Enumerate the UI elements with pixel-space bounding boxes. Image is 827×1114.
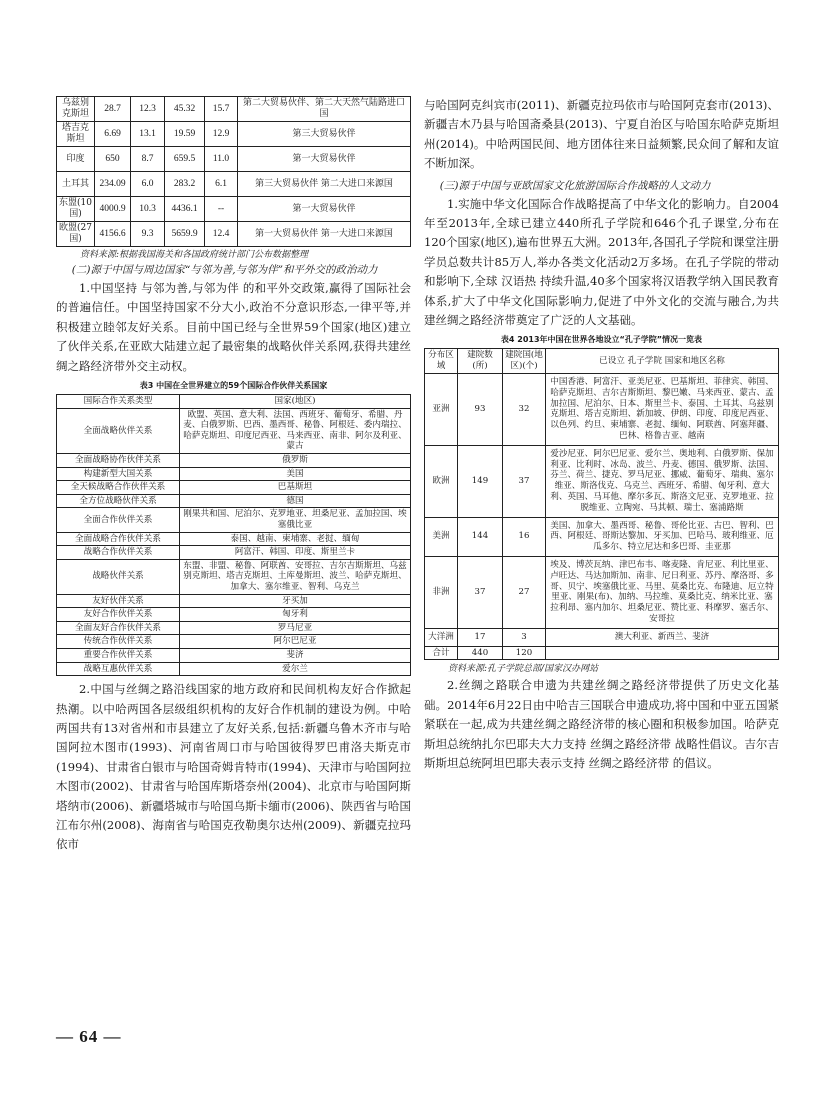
relation-type-cell: 全面合作伙伴关系 bbox=[57, 508, 180, 532]
table-row bbox=[57, 532, 411, 546]
countries-cell: 阿尔巴尼亚 bbox=[180, 635, 411, 649]
trade-table bbox=[56, 96, 411, 247]
value-cell: 659.5 bbox=[165, 147, 205, 172]
right-column bbox=[424, 96, 779, 773]
value-cell: 6.69 bbox=[95, 122, 131, 147]
empty-cell bbox=[546, 646, 779, 660]
value-cell: 15.7 bbox=[205, 97, 238, 122]
confucius-table bbox=[424, 348, 779, 660]
status-cell: 第二大贸易伙伴、第二大天然气陆路进口国 bbox=[238, 97, 411, 122]
schools-cell: 93 bbox=[458, 374, 503, 446]
table4-caption: 表4 2013年中国在世界各地设立“孔子学院”情况一览表 bbox=[500, 335, 703, 345]
partnership-table bbox=[56, 394, 411, 676]
country-cell: 印度 bbox=[57, 147, 95, 172]
value-cell: 12.4 bbox=[205, 222, 238, 247]
countries-cell: 泰国、越南、柬埔寨、老挝、缅甸 bbox=[180, 532, 411, 546]
schools-cell: 144 bbox=[458, 517, 503, 556]
total-schools: 440 bbox=[458, 646, 503, 660]
value-cell: -- bbox=[205, 197, 238, 222]
relation-type-cell: 全面战略合作伙伴关系 bbox=[57, 532, 180, 546]
table-row bbox=[425, 374, 779, 446]
value-cell: 234.09 bbox=[95, 172, 131, 197]
table-header: 已设立 孔子学院 国家和地区名称 bbox=[546, 349, 779, 374]
value-cell: 6.1 bbox=[205, 172, 238, 197]
relation-type-cell: 全天候战略合作伙伴关系 bbox=[57, 481, 180, 495]
value-cell: 13.1 bbox=[131, 122, 165, 147]
value-cell: 4436.1 bbox=[165, 197, 205, 222]
value-cell: 6.0 bbox=[131, 172, 165, 197]
page-number: — 64 — bbox=[56, 1027, 122, 1046]
table-row bbox=[57, 621, 411, 635]
value-cell: 11.0 bbox=[205, 147, 238, 172]
countries-cell: 斐济 bbox=[180, 648, 411, 662]
section-heading-2: (二)源于中国与周边国家“与邻为善,与邻为伴”和平外交的政治动力 bbox=[71, 264, 378, 276]
value-cell: 19.59 bbox=[165, 122, 205, 147]
paragraph: 与哈国阿克纠宾市(2011)、新疆克拉玛依市与哈国阿克套市(2013)、新疆吉木乃县与哈国斋桑县(2013)、宁夏自治区与哈国东哈萨克斯坦州(2014)。中哈两国民间、地方团体往来日益频繁,民众间了解和友谊不断加深。 bbox=[424, 98, 779, 171]
table-header: 国家(地区) bbox=[180, 395, 411, 409]
status-cell: 第三大贸易伙伴 第二大进口来源国 bbox=[238, 172, 411, 197]
table-row bbox=[57, 454, 411, 468]
region-cell: 亚洲 bbox=[425, 374, 458, 446]
value-cell: 8.7 bbox=[131, 147, 165, 172]
status-cell: 第一大贸易伙伴 第一大进口来源国 bbox=[238, 222, 411, 247]
relation-type-cell: 友好伙伴关系 bbox=[57, 594, 180, 608]
value-cell: 4000.9 bbox=[95, 197, 131, 222]
table-row bbox=[57, 494, 411, 508]
value-cell: 9.3 bbox=[131, 222, 165, 247]
relation-type-cell: 全面战略伙伴关系 bbox=[57, 408, 180, 453]
table-header: 建院数(所) bbox=[458, 349, 503, 374]
country-cell: 塔吉克斯坦 bbox=[57, 122, 95, 147]
table3-caption: 表3 中国在全世界建立的59个国际合作伙伴关系国家 bbox=[139, 381, 328, 391]
table-row bbox=[57, 662, 411, 676]
table-row bbox=[57, 648, 411, 662]
schools-cell: 149 bbox=[458, 445, 503, 517]
table-header: 分布区域 bbox=[425, 349, 458, 374]
paragraph: 1.实施中华文化国际合作战略提高了中华文化的影响力。自2004年至2013年,全球已建立440所孔子学院和646个孔子课堂,分布在120个国家(地区),遍布世界五大洲。2013年,各国孔子学院和课堂注册学员总数共计85万人,举办各类文化活动2万多场。在孔子学院的带动和影响下,全球 汉语热 持续升温,40多个国家将汉语教学纳入国民教育体系,扩大了中华文化国际影响力,促进了中外文化的交流与融合,为共建丝绸之路经济带奠定了广泛的人文基础。 bbox=[424, 196, 779, 328]
relation-type-cell: 传统合作伙伴关系 bbox=[57, 635, 180, 649]
table-row bbox=[57, 559, 411, 594]
countries-cell: 阿富汗、韩国、印度、斯里兰卡 bbox=[180, 546, 411, 560]
table-row bbox=[425, 557, 779, 629]
country-count-cell: 3 bbox=[503, 628, 546, 646]
value-cell: 4156.6 bbox=[95, 222, 131, 247]
country-count-cell: 27 bbox=[503, 557, 546, 629]
countries-cell: 美国 bbox=[180, 467, 411, 481]
table-row bbox=[57, 481, 411, 495]
status-cell: 第一大贸易伙伴 bbox=[238, 197, 411, 222]
table4-source: 资料来源:孔子学院总部/国家汉办网站 bbox=[448, 664, 599, 675]
value-cell: 12.9 bbox=[205, 122, 238, 147]
countries-cell: 俄罗斯 bbox=[180, 454, 411, 468]
value-cell: 28.7 bbox=[95, 97, 131, 122]
paragraph: 1.中国坚持 与邻为善,与邻为伴 的和平外交政策,赢得了国际社会的普遍信任。中国坚持国家不分大小,政治不分意识形态,一律平等,并积极建立睦邻友好关系。目前中国已经与全世界59个国家(地区)建立了伙伴关系,在亚欧大陆建立起了最密集的战略伙伴关系网,获得共建丝绸之路经济带外交主动权。 bbox=[56, 281, 411, 373]
value-cell: 5659.9 bbox=[165, 222, 205, 247]
relation-type-cell: 构建新型大国关系 bbox=[57, 467, 180, 481]
table-header: 国际合作关系类型 bbox=[57, 395, 180, 409]
countries-cell: 牙买加 bbox=[180, 594, 411, 608]
value-cell: 283.2 bbox=[165, 172, 205, 197]
country-count-cell: 32 bbox=[503, 374, 546, 446]
paragraph: 2.中国与丝绸之路沿线国家的地方政府和民间机构友好合作掀起热潮。以中哈两国各层级组织机构的友好合作机制的建设为例。中哈两国共有13对省州和市县建立了友好关系,包括:新疆乌鲁木齐市与哈国阿拉木图市(1993)、河南省周口市与哈国彼得罗巴甫洛夫斯克市(1994)、甘肃省白银市与哈国奇姆肯特市(1994)、天津市与哈国阿拉木图市(2002)、甘肃省与哈国库斯塔奈州(2004)、北京市与哈国阿斯塔纳市(2006)、新疆塔城市与哈国乌斯卡缅市(2006)、陕西省与哈国江布尔州(2008)、海南省与哈国克孜勒奥尔达州(2009)、新疆克拉玛依市 bbox=[56, 682, 411, 852]
countries-cell: 刚果共和国、尼泊尔、克罗地亚、坦桑尼亚、孟加拉国、埃塞俄比亚 bbox=[180, 508, 411, 532]
table-row bbox=[57, 147, 411, 172]
relation-type-cell: 重要合作伙伴关系 bbox=[57, 648, 180, 662]
names-cell: 埃及、博茨瓦纳、津巴布韦、喀麦隆、肯尼亚、利比里亚、卢旺达、马达加斯加、南非、尼日利亚、苏丹、摩洛哥、多哥、贝宁、埃塞俄比亚、马里、莫桑比克、布隆迪、厄立特里亚、刚果(布)、加纳、马拉维、莫桑比克、纳米比亚、塞拉利昂、塞内加尔、坦桑尼亚、赞比亚、科摩罗、塞舌尔、安哥拉 bbox=[546, 557, 779, 629]
names-cell: 美国、加拿大、墨西哥、秘鲁、哥伦比亚、古巴、智利、巴西、阿根廷、哥斯达黎加、牙买加、巴哈马、玻利维亚、厄瓜多尔、特立尼达和多巴哥、圭亚那 bbox=[546, 517, 779, 556]
table-row bbox=[57, 122, 411, 147]
left-column bbox=[56, 96, 411, 855]
total-label: 合计 bbox=[425, 646, 458, 660]
table-row bbox=[57, 97, 411, 122]
schools-cell: 37 bbox=[458, 557, 503, 629]
table-row bbox=[57, 197, 411, 222]
table1-source: 资料来源:根据我国海关和各国政府统计部门公布数据整理 bbox=[80, 250, 309, 260]
relation-type-cell: 战略伙伴关系 bbox=[57, 559, 180, 594]
relation-type-cell: 友好合作伙伴关系 bbox=[57, 608, 180, 622]
value-cell: 10.3 bbox=[131, 197, 165, 222]
region-cell: 欧洲 bbox=[425, 445, 458, 517]
countries-cell: 德国 bbox=[180, 494, 411, 508]
value-cell: 650 bbox=[95, 147, 131, 172]
country-count-cell: 16 bbox=[503, 517, 546, 556]
country-count-cell: 37 bbox=[503, 445, 546, 517]
table-row bbox=[57, 635, 411, 649]
total-countries: 120 bbox=[503, 646, 546, 660]
names-cell: 澳大利亚、新西兰、斐济 bbox=[546, 628, 779, 646]
country-cell: 乌兹别克斯坦 bbox=[57, 97, 95, 122]
table-row bbox=[57, 172, 411, 197]
countries-cell: 东盟、非盟、秘鲁、阿联酋、安哥拉、吉尔吉斯斯坦、乌兹别克斯坦、塔吉克斯坦、土库曼斯坦、波兰、哈萨克斯坦、加拿大、塞尔维亚、智利、乌克兰 bbox=[180, 559, 411, 594]
table-row bbox=[425, 445, 779, 517]
schools-cell: 17 bbox=[458, 628, 503, 646]
table-row bbox=[57, 222, 411, 247]
names-cell: 中国香港、阿富汗、亚美尼亚、巴基斯坦、菲律宾、韩国、哈萨克斯坦、吉尔吉斯斯坦、黎巴嫩、马来西亚、蒙古、孟加拉国、尼泊尔、日本、斯里兰卡、泰国、土耳其、乌兹别克斯坦、塔吉克斯坦、新加坡、伊朗、印度、印度尼西亚、以色列、约旦、柬埔寨、老挝、缅甸、阿联酋、阿塞拜疆、巴林、格鲁吉亚、越南 bbox=[546, 374, 779, 446]
value-cell: 12.3 bbox=[131, 97, 165, 122]
countries-cell: 巴基斯坦 bbox=[180, 481, 411, 495]
countries-cell: 欧盟、英国、意大利、法国、西班牙、葡萄牙、希腊、丹麦、白俄罗斯、巴西、墨西哥、秘鲁、阿根廷、委内瑞拉、哈萨克斯坦、印度尼西亚、马来西亚、南非、阿尔及利亚、蒙古 bbox=[180, 408, 411, 453]
country-cell: 欧盟(27国) bbox=[57, 222, 95, 247]
relation-type-cell: 全面友好合作伙伴关系 bbox=[57, 621, 180, 635]
names-cell: 爱沙尼亚、阿尔巴尼亚、爱尔兰、奥地利、白俄罗斯、保加利亚、比利时、冰岛、波兰、丹麦、德国、俄罗斯、法国、芬兰、荷兰、捷克、罗马尼亚、挪威、葡萄牙、瑞典、塞尔维亚、斯洛伐克、乌克兰、西班牙、希腊、匈牙利、意大利、英国、马耳他、摩尔多瓦、斯洛文尼亚、克罗地亚、拉脱维亚、立陶宛、马其顿、瑞士、塞浦路斯 bbox=[546, 445, 779, 517]
table-row bbox=[57, 467, 411, 481]
table-row bbox=[425, 628, 779, 646]
total-row bbox=[425, 646, 779, 660]
countries-cell: 爱尔兰 bbox=[180, 662, 411, 676]
table-row bbox=[57, 408, 411, 453]
table-row bbox=[57, 608, 411, 622]
status-cell: 第三大贸易伙伴 bbox=[238, 122, 411, 147]
country-cell: 土耳其 bbox=[57, 172, 95, 197]
status-cell: 第一大贸易伙伴 bbox=[238, 147, 411, 172]
relation-type-cell: 全方位战略伙伴关系 bbox=[57, 494, 180, 508]
relation-type-cell: 战略互惠伙伴关系 bbox=[57, 662, 180, 676]
table-row bbox=[425, 517, 779, 556]
country-cell: 东盟(10国) bbox=[57, 197, 95, 222]
section-heading-3: (三)源于中国与亚欧国家文化旅游国际合作战略的人文动力 bbox=[439, 179, 711, 192]
table-row bbox=[57, 508, 411, 532]
value-cell: 45.32 bbox=[165, 97, 205, 122]
region-cell: 美洲 bbox=[425, 517, 458, 556]
table-row bbox=[57, 594, 411, 608]
relation-type-cell: 战略合作伙伴关系 bbox=[57, 546, 180, 560]
region-cell: 非洲 bbox=[425, 557, 458, 629]
relation-type-cell: 全面战略协作伙伴关系 bbox=[57, 454, 180, 468]
table-header: 建院国(地区)(个) bbox=[503, 349, 546, 374]
countries-cell: 匈牙利 bbox=[180, 608, 411, 622]
region-cell: 大洋洲 bbox=[425, 628, 458, 646]
table-row bbox=[57, 546, 411, 560]
paragraph: 2.丝绸之路联合申遗为共建丝绸之路经济带提供了历史文化基础。2014年6月22日由中哈吉三国联合申遗成功,将中国和中亚五国紧紧联在一起,成为共建丝绸之路经济带的核心圈和积极参加国。哈萨克斯坦总统纳扎尔巴耶夫大力支持 丝绸之路经济带 战略性倡议。吉尔吉斯斯坦总统阿坦巴耶夫表示支持 丝绸之路经济带 的倡议。 bbox=[424, 678, 779, 771]
countries-cell: 罗马尼亚 bbox=[180, 621, 411, 635]
